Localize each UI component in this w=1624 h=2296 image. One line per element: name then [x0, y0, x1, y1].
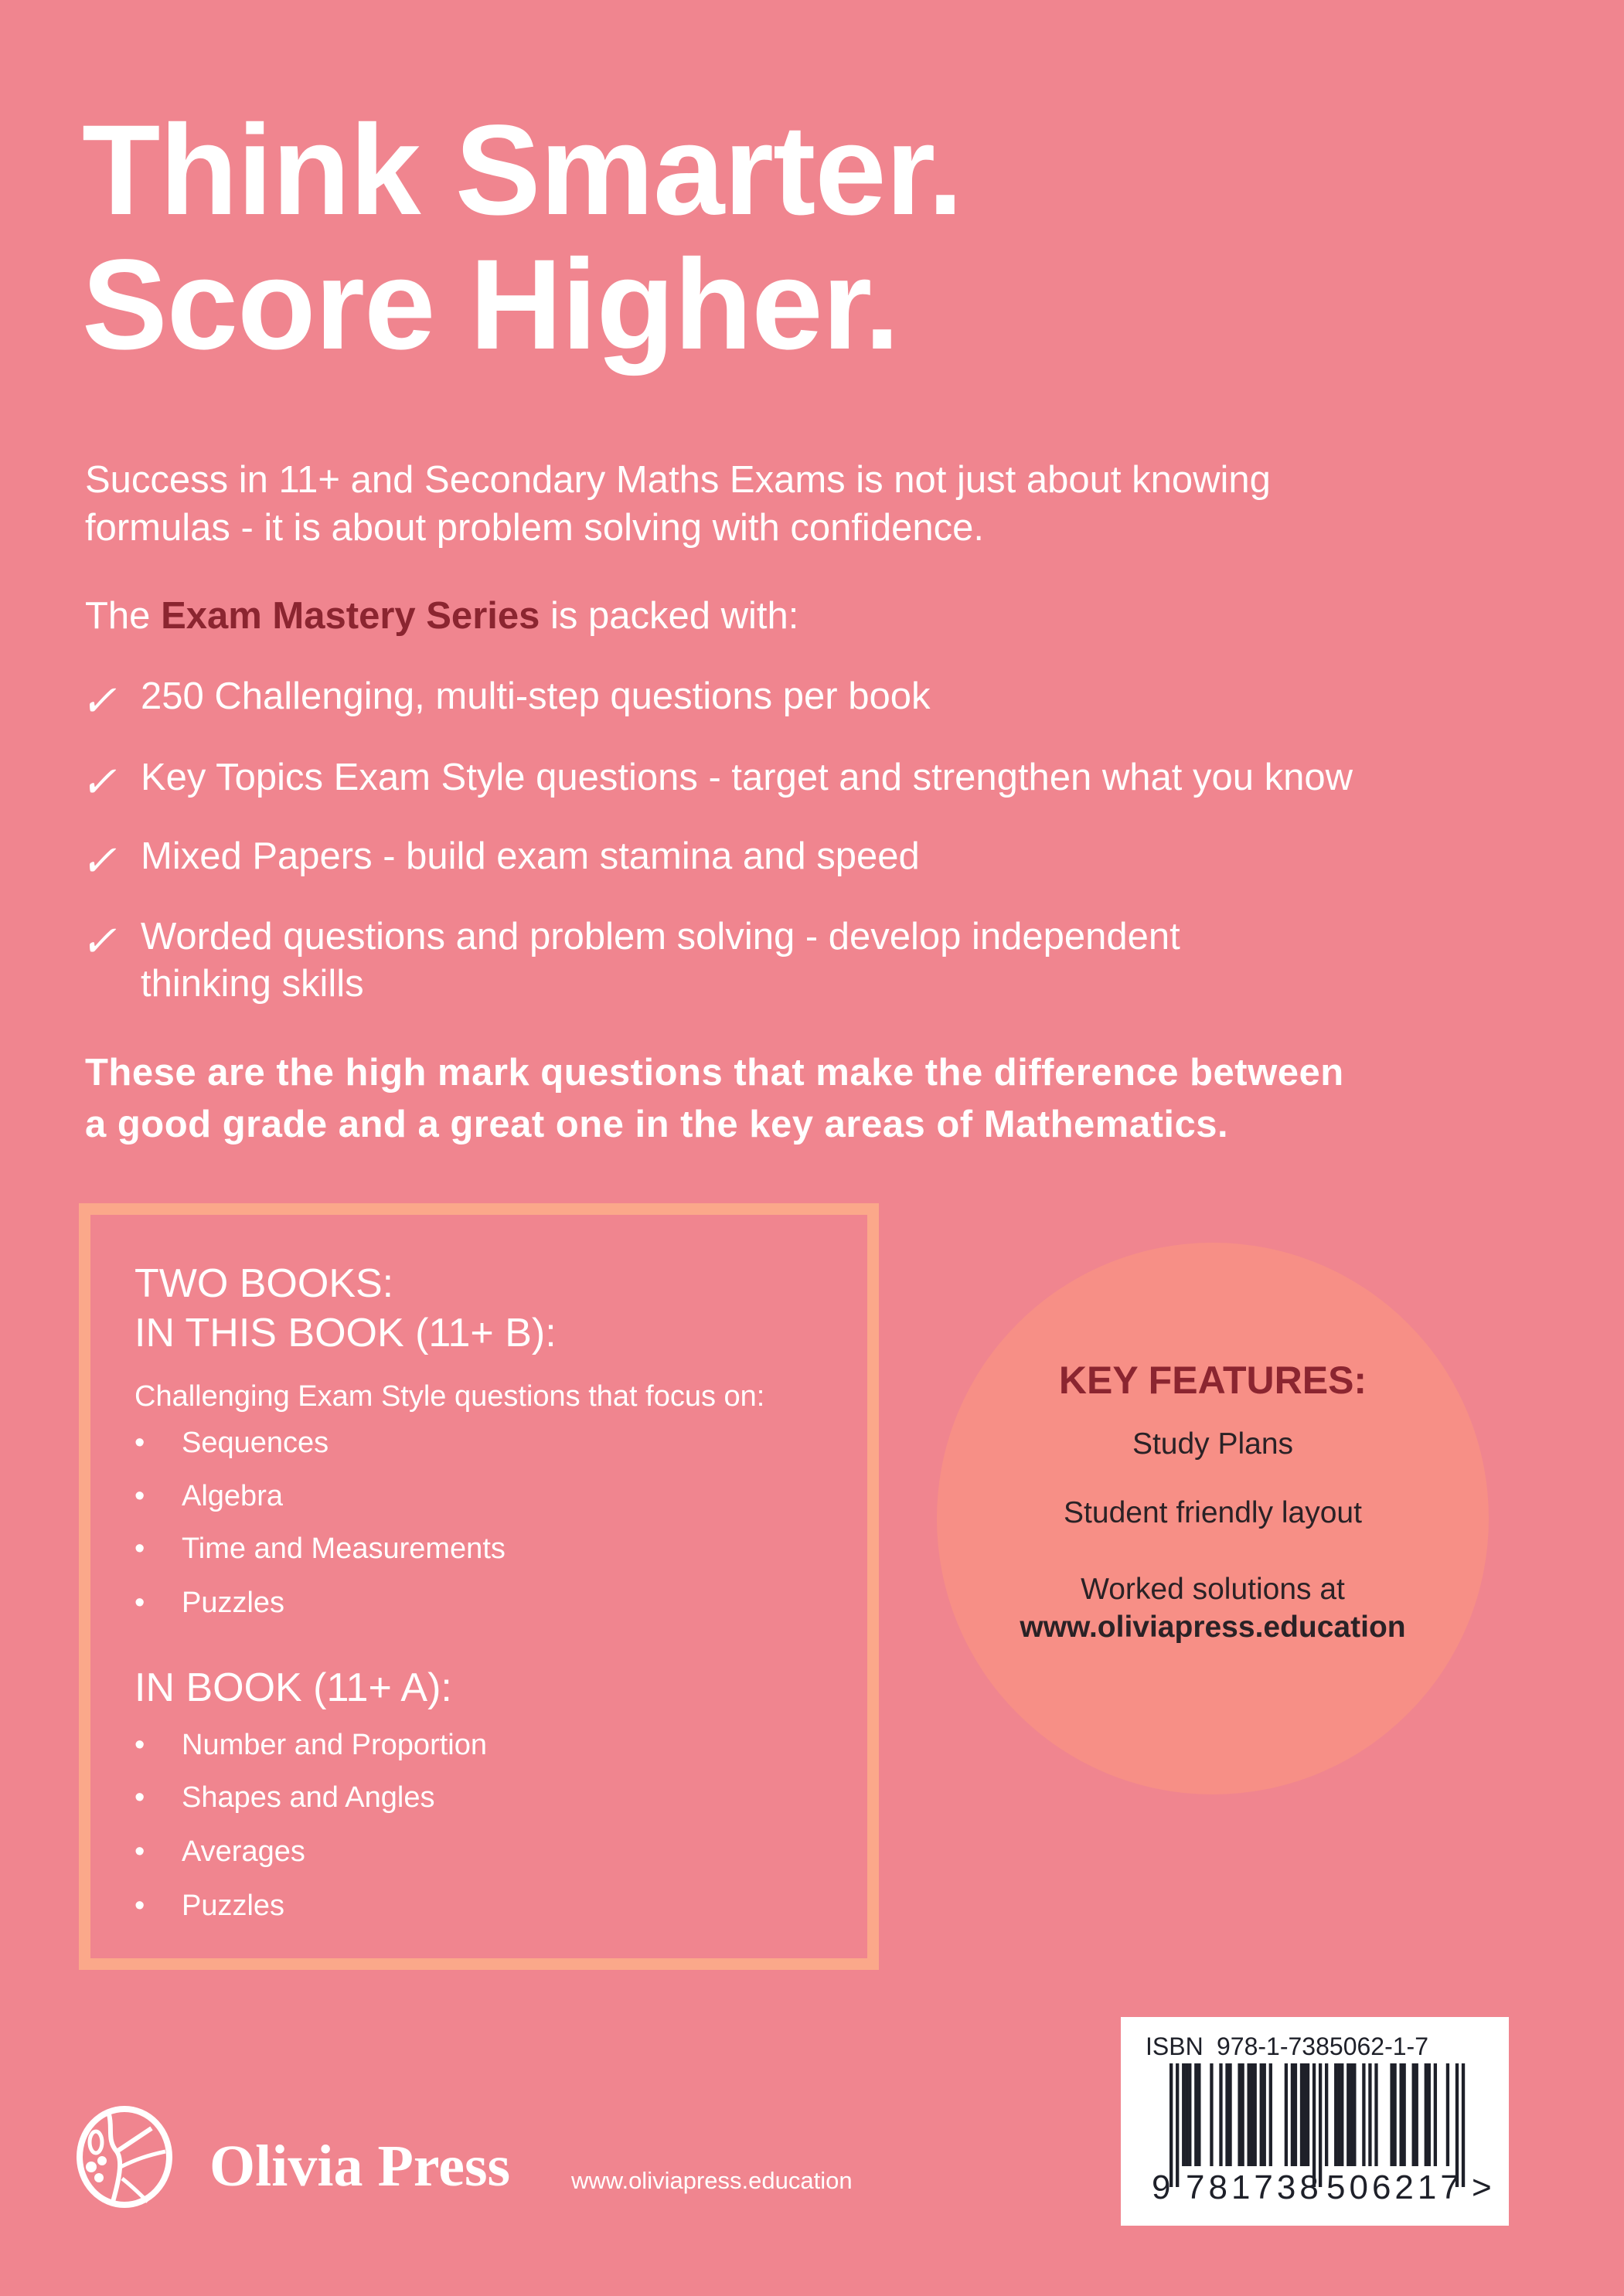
- barcode-bar: [1285, 2063, 1288, 2166]
- topic-item: Number and Proportion: [182, 1729, 487, 1761]
- barcode-bar: [1248, 2063, 1251, 2166]
- barcode-bar: [1238, 2063, 1241, 2166]
- books-box-title: TWO BOOKS:: [134, 1261, 394, 1306]
- bullet-icon: •: [134, 1427, 145, 1459]
- topic-item: Puzzles: [182, 1890, 285, 1922]
- isbn-barcode: [1121, 2017, 1509, 2226]
- checklist-item-continued: thinking skills: [141, 963, 364, 1005]
- barcode-bar: [1325, 2063, 1328, 2166]
- barcode-bar: [1194, 2063, 1197, 2166]
- bullet-icon: •: [134, 1729, 145, 1761]
- checklist-item: Mixed Papers - build exam stamina and speed: [141, 835, 920, 877]
- barcode-bar: [1306, 2063, 1309, 2166]
- barcode-left-digits: 781738: [1186, 2168, 1323, 2206]
- publisher-url[interactable]: www.oliviapress.education: [571, 2167, 853, 2194]
- bullet-icon: •: [134, 1835, 145, 1868]
- bullet-icon: •: [134, 1890, 145, 1922]
- key-features-url[interactable]: www.oliviapress.education: [1020, 1611, 1406, 1644]
- barcode-bar: [1210, 2063, 1213, 2166]
- barcode-bar: [1291, 2063, 1294, 2166]
- topic-item: Sequences: [182, 1427, 329, 1459]
- topic-item: Averages: [182, 1835, 305, 1868]
- barcode-bar: [1362, 2063, 1365, 2166]
- barcode-quiet-mark: >: [1472, 2168, 1492, 2206]
- topic-item: Algebra: [182, 1480, 283, 1512]
- olivia-press-logo-icon: [74, 2105, 175, 2209]
- checklist-item: 250 Challenging, multi-step questions per book: [141, 675, 931, 717]
- barcode-bar: [1269, 2063, 1272, 2166]
- series-name: Exam Mastery Series: [161, 595, 540, 637]
- series-line: [85, 592, 798, 640]
- key-feature-item: Student friendly layout: [1064, 1496, 1362, 1529]
- series-prefix: The: [85, 595, 162, 637]
- topic-item: Puzzles: [182, 1587, 285, 1619]
- barcode-bar: [1197, 2063, 1200, 2166]
- bullet-icon: •: [134, 1781, 145, 1814]
- check-icon: ✓: [80, 757, 117, 806]
- barcode-bar: [1334, 2063, 1337, 2166]
- closing-line-2: a good grade and a great one in the key areas of Mathematics.: [85, 1104, 1229, 1145]
- barcode-bar: [1428, 2063, 1431, 2166]
- isbn-number: 978-1-7385062-1-7: [1217, 2032, 1428, 2060]
- check-icon: ✓: [80, 917, 117, 965]
- barcode-bar: [1412, 2063, 1415, 2166]
- books-box-intro: Challenging Exam Style questions that focus on:: [134, 1380, 765, 1413]
- barcode-bar: [1390, 2063, 1393, 2166]
- barcode-bar: [1434, 2063, 1437, 2166]
- headline-line-1: Think Smarter.: [82, 99, 963, 242]
- barcode-bar: [1254, 2063, 1257, 2166]
- barcode-bar: [1219, 2063, 1222, 2166]
- barcode-bar: [1303, 2063, 1306, 2166]
- isbn-label: ISBN: [1146, 2032, 1204, 2060]
- barcode-bar: [1251, 2063, 1254, 2166]
- barcode-bar: [1446, 2063, 1449, 2166]
- headline-line-2: Score Higher.: [82, 233, 900, 376]
- barcode-bar: [1185, 2063, 1188, 2166]
- barcode-bar: [1340, 2063, 1343, 2166]
- barcode-bar: [1337, 2063, 1340, 2166]
- topic-item: Time and Measurements: [182, 1532, 506, 1565]
- check-icon: ✓: [80, 836, 117, 885]
- key-features-title: KEY FEATURES:: [1058, 1359, 1367, 1402]
- barcode-guard-bar: [1176, 2063, 1179, 2187]
- barcode-bar: [1399, 2063, 1402, 2166]
- barcode-bar: [1241, 2063, 1244, 2166]
- barcode-bar: [1415, 2063, 1418, 2166]
- bullet-icon: •: [134, 1587, 145, 1619]
- barcode-bar: [1347, 2063, 1350, 2166]
- barcode-bar: [1350, 2063, 1353, 2166]
- other-book-heading: IN BOOK (11+ A):: [134, 1665, 452, 1710]
- this-book-heading: IN THIS BOOK (11+ B):: [134, 1311, 557, 1355]
- bullet-icon: •: [134, 1532, 145, 1565]
- barcode-right-digits: 506217: [1326, 2168, 1463, 2206]
- key-feature-item: Study Plans: [1132, 1427, 1294, 1461]
- barcode-bar: [1368, 2063, 1371, 2166]
- series-suffix: is packed with:: [540, 595, 799, 637]
- check-icon: ✓: [80, 676, 117, 725]
- barcode-first-digit: 9: [1152, 2168, 1171, 2206]
- barcode-bar: [1182, 2063, 1185, 2166]
- barcode-bar: [1225, 2063, 1228, 2166]
- barcode-bar: [1374, 2063, 1377, 2166]
- topic-item: Shapes and Angles: [182, 1781, 435, 1814]
- intro-line-1: Success in 11+ and Secondary Maths Exams is not just about knowing: [85, 459, 1271, 501]
- bullet-icon: •: [134, 1480, 145, 1512]
- barcode-bar: [1263, 2063, 1266, 2166]
- closing-line-1: These are the high mark questions that make the difference between: [85, 1052, 1344, 1094]
- barcode-bar: [1403, 2063, 1406, 2166]
- barcode-bar: [1353, 2063, 1356, 2166]
- checklist-item: Key Topics Exam Style questions - target and strengthen what you know: [141, 757, 1353, 798]
- barcode-bar: [1188, 2063, 1191, 2166]
- intro-line-2: formulas - it is about problem solving with confidence.: [85, 507, 984, 549]
- barcode-bar: [1260, 2063, 1263, 2166]
- barcode-bar: [1393, 2063, 1396, 2166]
- checklist-item: Worded questions and problem solving - develop independent: [141, 916, 1180, 958]
- barcode-bar: [1228, 2063, 1231, 2166]
- key-feature-item: Worked solutions at: [1081, 1573, 1345, 1606]
- barcode-bar: [1294, 2063, 1297, 2166]
- barcode-bar: [1300, 2063, 1303, 2166]
- publisher-name: Olivia Press: [209, 2134, 511, 2199]
- barcode-bar: [1425, 2063, 1428, 2166]
